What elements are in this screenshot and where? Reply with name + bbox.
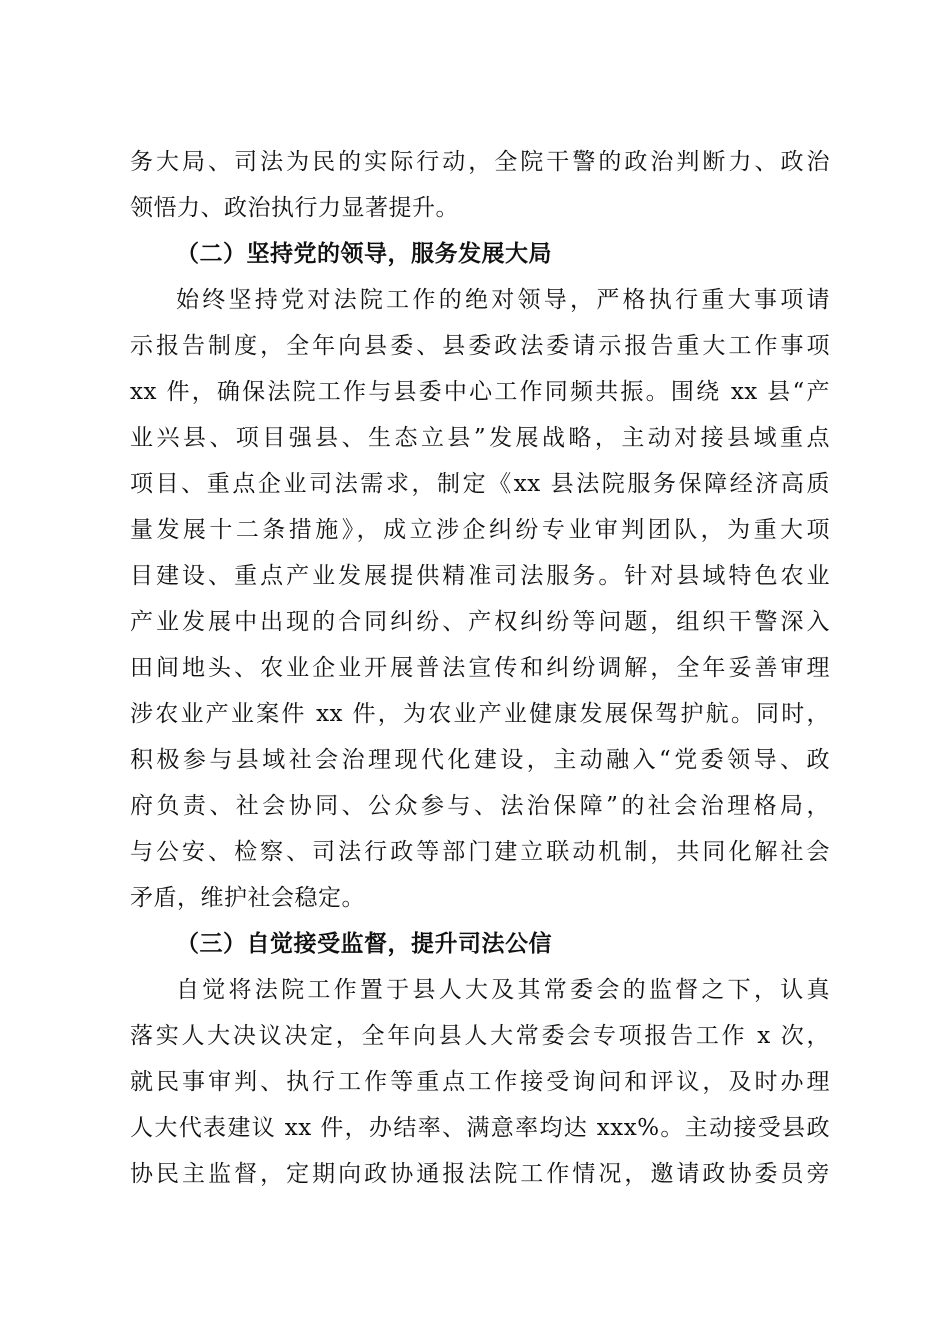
text-line: 自觉将法院工作置于县人大及其常委会的监督之下，认真 [176, 977, 830, 1003]
text-line: 积极参与县域社会治理现代化建设，主动融入“党委领导、政 [130, 747, 830, 773]
text-line: 涉农业产业案件 xx 件，为农业产业健康发展保驾护航。同时， [130, 701, 830, 727]
document-body [130, 139, 830, 1197]
text-line: 田间地头、农业企业开展普法宣传和纠纷调解，全年妥善审理 [130, 655, 830, 681]
text-line: 示报告制度，全年向县委、县委政法委请示报告重大工作事项 [130, 333, 830, 359]
text-line: 落实人大决议决定，全年向县人大常委会专项报告工作 x 次， [130, 1023, 830, 1049]
text-line: 量发展十二条措施》，成立涉企纠纷专业审判团队，为重大项 [130, 517, 830, 543]
text-line: xx 件，确保法院工作与县委中心工作同频共振。围绕 xx 县“产 [130, 379, 830, 405]
text-line: 领悟力、政治执行力显著提升。 [130, 195, 459, 221]
text-line: 始终坚持党对法院工作的绝对领导，严格执行重大事项请 [176, 287, 830, 313]
text-line: 就民事审判、执行工作等重点工作接受询问和评议，及时办理 [130, 1069, 830, 1095]
text-line: 矛盾，维护社会稳定。 [130, 885, 365, 911]
text-line: 人大代表建议 xx 件，办结率、满意率均达 xxx%。主动接受县政 [130, 1115, 830, 1141]
section-heading-2: （二）坚持党的领导，服务发展大局 [176, 240, 552, 267]
paragraph-1 [130, 139, 830, 231]
paragraph-3 [130, 967, 830, 1197]
section-heading-3: （三）自觉接受监督，提升司法公信 [176, 930, 552, 957]
text-line: 项目、重点企业司法需求，制定《xx 县法院服务保障经济高质 [130, 471, 830, 497]
text-line: 产业发展中出现的合同纠纷、产权纠纷等问题，组织干警深入 [130, 609, 830, 635]
text-line: 与公安、检察、司法行政等部门建立联动机制，共同化解社会 [130, 839, 830, 865]
text-line: 府负责、社会协同、公众参与、法治保障”的社会治理格局， [130, 793, 830, 819]
text-line: 协民主监督，定期向政协通报法院工作情况，邀请政协委员旁 [130, 1161, 830, 1187]
text-line: 目建设、重点产业发展提供精准司法服务。针对县域特色农业 [130, 563, 830, 589]
text-line: 务大局、司法为民的实际行动，全院干警的政治判断力、政治 [130, 149, 830, 175]
text-line: 业兴县、项目强县、生态立县”发展战略，主动对接县域重点 [130, 425, 830, 451]
paragraph-2 [130, 277, 830, 921]
